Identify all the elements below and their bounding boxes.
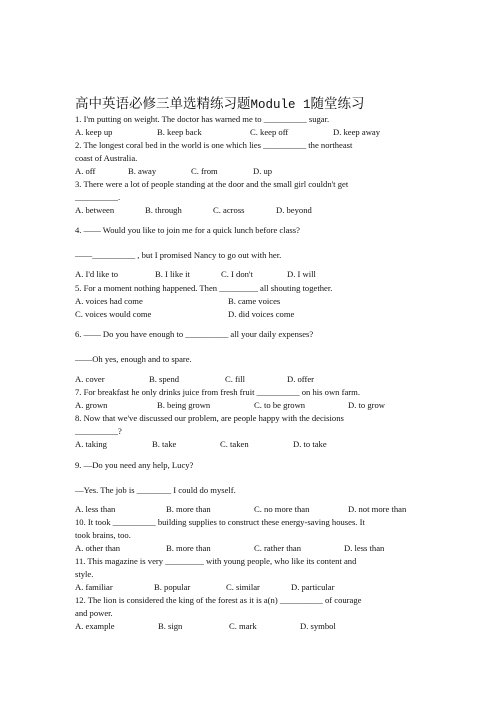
question-4-option-b: B. I like it (155, 269, 190, 279)
question-5-option-a: A. voices had come (75, 296, 143, 306)
question-9-stem-line1: 9. —Do you need any help, Lucy? (75, 460, 194, 470)
question-11-stem-line2: style. (75, 569, 94, 579)
question-7-stem: 7. For breakfast he only drinks juice from fresh fruit __________ on his own farm. (75, 387, 360, 397)
question-5-option-c: C. voices would come (75, 309, 152, 319)
question-2-option-d: D. up (253, 166, 273, 176)
question-1-option-b: B. keep back (157, 127, 202, 137)
question-12-option-b: B. sign (158, 621, 183, 631)
question-6-option-a: A. cover (75, 374, 105, 384)
question-1-option-d: D. keep away (333, 127, 381, 137)
question-6-option-d: D. offer (287, 374, 315, 384)
question-2-option-c: C. from (191, 166, 218, 176)
question-4-option-c: C. I don't (221, 269, 253, 279)
question-4-stem-line1: 4. —— Would you like to join me for a quick lunch before class? (75, 225, 300, 235)
question-3-option-b: B. through (145, 205, 182, 215)
question-8-option-c: C. taken (220, 439, 249, 449)
question-10-option-d: D. less than (344, 543, 385, 553)
question-12-stem-line2: and power. (75, 608, 113, 618)
question-8-option-d: D. to take (293, 439, 327, 449)
question-11-stem-line1: 11. This magazine is very _________ with young people, who like its content and (75, 556, 357, 566)
question-12-stem-line1: 12. The lion is considered the king of the forest as it is a(n) __________ of courage (75, 595, 362, 605)
question-8-stem-line2: __________? (75, 426, 122, 436)
question-8-option-a: A. taking (75, 439, 107, 449)
question-3-option-a: A. between (75, 205, 115, 215)
question-9-option-c: C. no more than (254, 504, 310, 514)
question-8-stem-line1: 8. Now that we've discussed our problem, are people happy with the decisions (75, 413, 344, 423)
question-7-option-d: D. to grow (348, 400, 385, 410)
question-3-stem-line1: 3. There were a lot of people standing at the door and the small girl couldn't get (75, 179, 349, 189)
question-10-option-b: B. more than (166, 543, 211, 553)
question-4-option-a: A. I'd like to (75, 269, 119, 279)
question-8-option-b: B. take (152, 439, 177, 449)
question-11-option-c: C. similar (226, 582, 260, 592)
question-12-option-c: C. mark (229, 621, 257, 631)
question-5-stem: 5. For a moment nothing happened. Then _________ all shouting together. (75, 283, 333, 293)
question-4-stem-line2: ——__________ , but I promised Nancy to go out with her. (75, 250, 282, 260)
question-10-option-c: C. rather than (254, 543, 302, 553)
question-2-option-b: B. away (128, 166, 157, 176)
question-3-stem-line2: __________. (75, 192, 121, 202)
question-6-stem-line1: 6. —— Do you have enough to __________ all your daily expenses? (75, 329, 314, 339)
title-module: Module 1 (250, 98, 311, 112)
question-10-stem-line2: took brains, too. (75, 530, 131, 540)
question-9-option-a: A. less than (75, 504, 116, 514)
question-10-option-a: A. other than (75, 543, 121, 553)
question-6-option-b: B. spend (149, 374, 180, 384)
question-6-stem-line2: ——Oh yes, enough and to spare. (75, 354, 192, 364)
question-1-stem: 1. I'm putting on weight. The doctor has warned me to __________ sugar. (75, 114, 330, 124)
question-9-stem-line2: —Yes. The job is ________ I could do myself. (75, 485, 236, 495)
question-2-stem-line2: coast of Australia. (75, 153, 138, 163)
question-12-option-a: A. example (75, 621, 115, 631)
question-7-option-b: B. being grown (157, 400, 211, 410)
question-9-option-b: B. more than (166, 504, 211, 514)
page-title (75, 92, 365, 112)
question-11-option-d: D. particular (291, 582, 335, 592)
question-7-option-a: A. grown (75, 400, 108, 410)
question-2-stem-line1: 2. The longest coral bed in the world is one which lies __________ the northeast (75, 140, 353, 150)
question-5-option-d: D. did voices come (228, 309, 295, 319)
question-6-option-c: C. fill (225, 374, 246, 384)
question-7-option-c: C. to be grown (254, 400, 306, 410)
question-9-option-d: D. not more than (348, 504, 407, 514)
question-1-option-c: C. keep off (250, 127, 289, 137)
question-10-stem-line1: 10. It took __________ building supplies to construct these energy-saving houses. It (75, 517, 365, 527)
question-5-option-b: B. came voices (228, 296, 281, 306)
question-4-option-d: D. I will (287, 269, 316, 279)
title-chinese: 高中英语必修三单选精练习题 (75, 96, 251, 111)
question-3-option-c: C. across (213, 205, 245, 215)
question-2-option-a: A. off (75, 166, 96, 176)
question-11-option-b: B. popular (154, 582, 191, 592)
question-3-option-d: D. beyond (276, 205, 312, 215)
title-suffix: 随堂练习 (310, 96, 365, 111)
question-1-option-a: A. keep up (75, 127, 113, 137)
question-12-option-d: D. symbol (300, 621, 336, 631)
question-11-option-a: A. familiar (75, 582, 113, 592)
